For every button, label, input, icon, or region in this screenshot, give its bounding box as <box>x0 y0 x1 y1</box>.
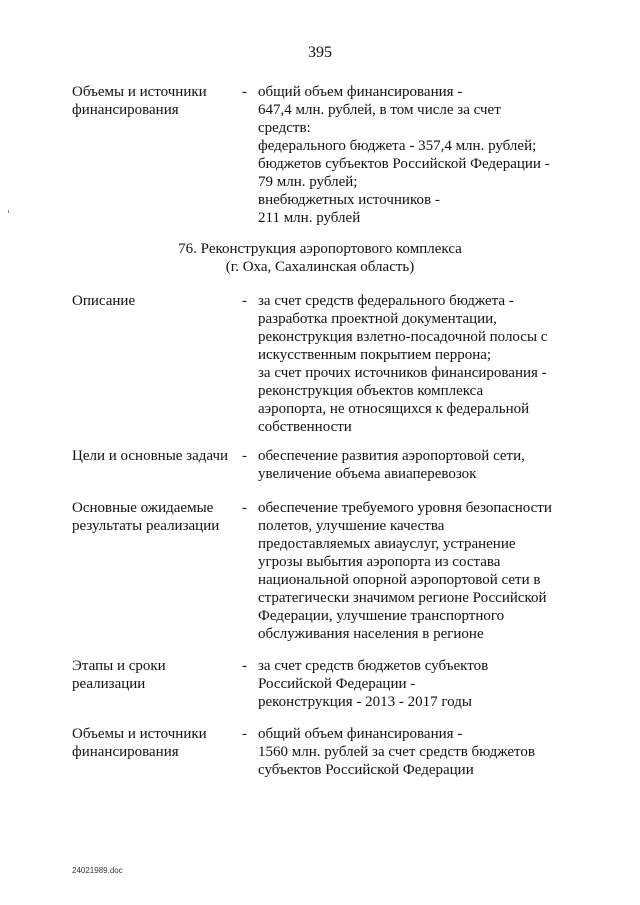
value-line: аэропорта, не относящихся к федеральной <box>258 401 530 417</box>
value-line: обеспечение развития аэропортовой сети, <box>258 448 525 464</box>
dash: - <box>242 658 247 674</box>
section-title-line: 76. Реконструкция аэропортового комплекса <box>178 241 462 257</box>
value-line: 647,4 млн. рублей, в том числе за счет <box>258 102 501 118</box>
value-line: общий объем финансирования - <box>258 84 463 100</box>
value-line: средств: <box>258 120 311 136</box>
label-line: Описание <box>72 293 136 309</box>
value-line: собственности <box>258 419 352 435</box>
value-line: внебюджетных источников - <box>258 192 440 208</box>
value-line: предоставляемых авиауслуг, устранение <box>258 536 516 552</box>
row-value <box>258 83 588 227</box>
value-line: федерального бюджета - 357,4 млн. рублей; <box>258 138 537 154</box>
label-line: Объемы и источники <box>72 84 207 100</box>
row-value <box>258 725 588 779</box>
value-line: обеспечение требуемого уровня безопасности <box>258 500 552 516</box>
value-line: бюджетов субъектов Российской Федерации - <box>258 156 550 172</box>
document-filename: 24021989.doc <box>72 866 123 875</box>
value-line: разработка проектной документации, <box>258 311 497 327</box>
row-label <box>72 725 232 761</box>
label-line: Цели и основные задачи <box>72 448 229 464</box>
value-line: 1560 млн. рублей за счет средств бюджетов <box>258 744 536 760</box>
dash: - <box>242 448 247 464</box>
dash: - <box>242 500 247 516</box>
value-line: за счет прочих источников финансирования - <box>258 365 547 381</box>
value-line: обслуживания населения в регионе <box>258 626 484 642</box>
label-line: Этапы и сроки <box>72 658 166 674</box>
dash: - <box>242 84 247 100</box>
row-value <box>258 447 588 483</box>
section-title <box>0 240 640 276</box>
value-line: реконструкция взлетно-посадочной полосы с <box>258 329 548 345</box>
value-line: реконструкция объектов комплекса <box>258 383 484 399</box>
label-line: Основные ожидаемые <box>72 500 214 516</box>
value-line: национальной опорной аэропортовой сети в <box>258 572 541 588</box>
value-line: реконструкция - 2013 - 2017 годы <box>258 694 472 710</box>
row-label <box>72 499 232 535</box>
value-line: Российской Федерации - <box>258 676 416 692</box>
label-line: результаты реализации <box>72 518 220 534</box>
value-line: искусственным покрытием перрона; <box>258 347 492 363</box>
label-line: Объемы и источники <box>72 726 207 742</box>
value-line: увеличение объема авиаперевозок <box>258 466 477 482</box>
label-line: финансирования <box>72 102 179 118</box>
row-label <box>72 657 232 693</box>
row-value <box>258 657 588 711</box>
value-line: за счет средств федерального бюджета - <box>258 293 514 309</box>
value-line: общий объем финансирования - <box>258 726 463 742</box>
row-value <box>258 292 588 436</box>
value-line: стратегически значимом регионе Российской <box>258 590 547 606</box>
value-line: субъектов Российской Федерации <box>258 762 474 778</box>
value-line: 79 млн. рублей; <box>258 174 358 190</box>
label-line: финансирования <box>72 744 179 760</box>
row-label <box>72 83 232 119</box>
value-line: за счет средств бюджетов субъектов <box>258 658 489 674</box>
page-number: 395 <box>308 44 332 61</box>
margin-mark <box>8 210 9 213</box>
dash: - <box>242 293 247 309</box>
value-line: полетов, улучшение качества <box>258 518 445 534</box>
label-line: реализации <box>72 676 146 692</box>
value-line: Федерации, улучшение транспортного <box>258 608 505 624</box>
section-title-line: (г. Оха, Сахалинская область) <box>225 259 415 275</box>
row-label <box>72 447 252 465</box>
row-label <box>72 292 232 310</box>
dash: - <box>242 726 247 742</box>
row-value <box>258 499 588 643</box>
value-line: 211 млн. рублей <box>258 210 361 226</box>
value-line: угрозы выбытия аэропорта из состава <box>258 554 501 570</box>
